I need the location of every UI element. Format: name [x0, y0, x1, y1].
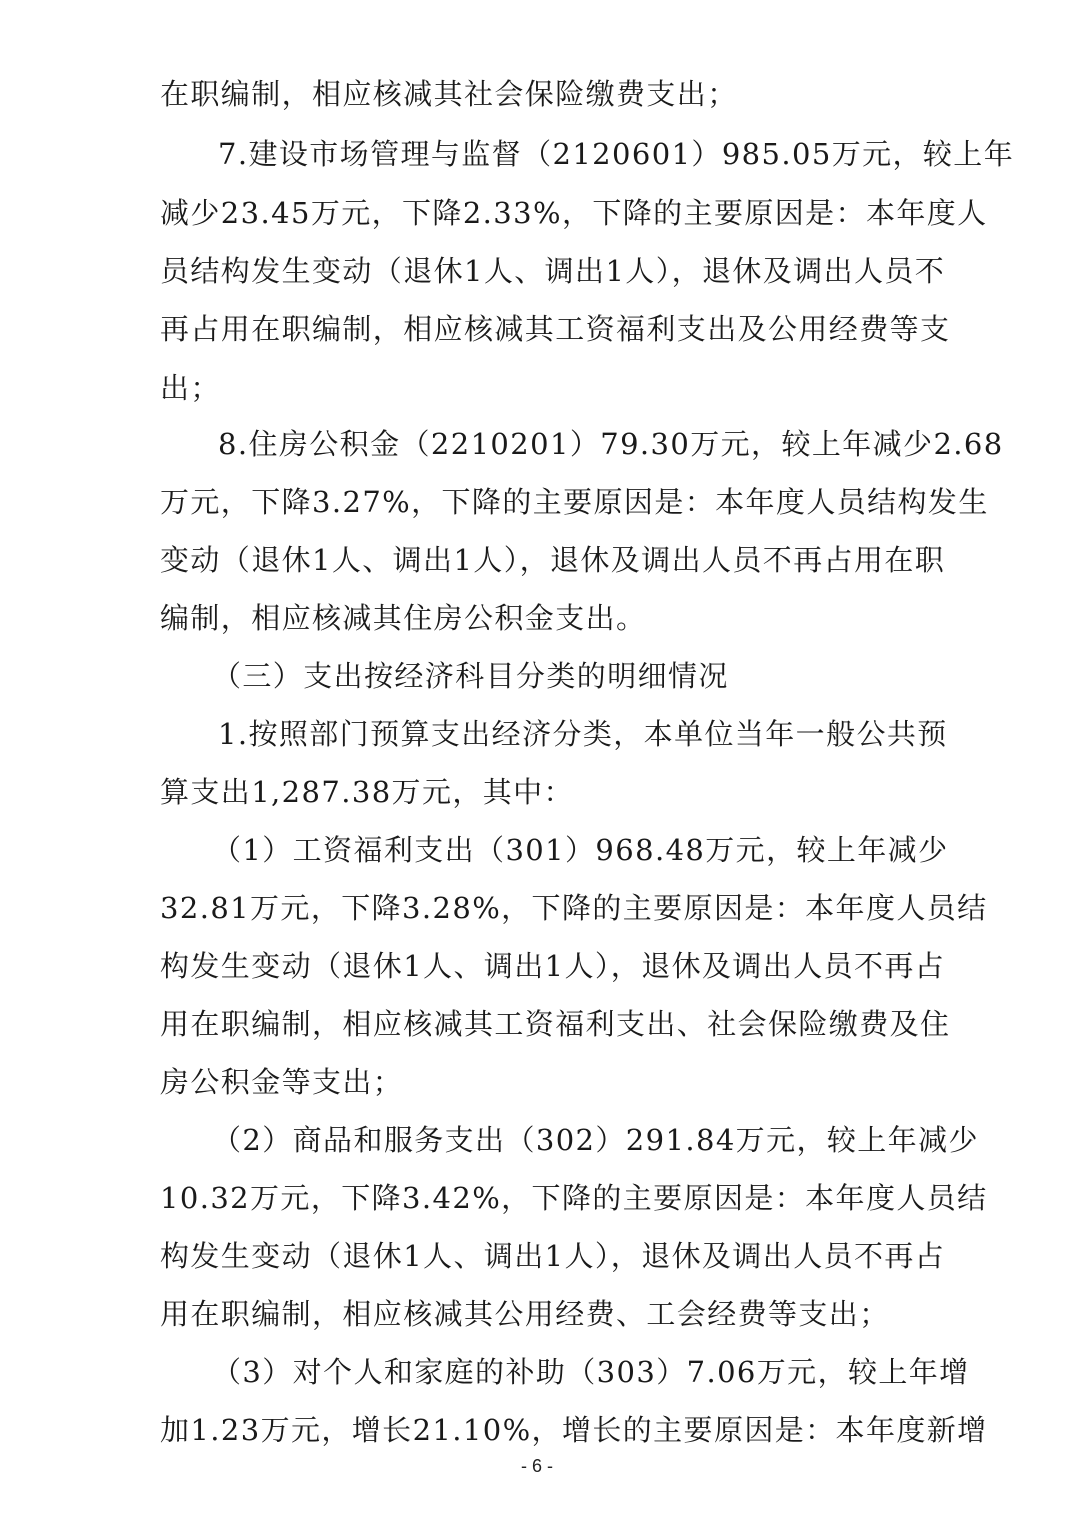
- text-line: 构发生变动（退休1人、调出1人），退休及调出人员不再占: [160, 1239, 946, 1273]
- text-line: 构发生变动（退休1人、调出1人），退休及调出人员不再占: [160, 949, 946, 983]
- item-7-heading: 7.建设市场管理与监督（2120601）985.05万元，较上年: [218, 137, 1015, 171]
- page-number: - 6 -: [520, 1456, 553, 1476]
- text-line: 在职编制，相应核减其社会保险缴费支出；: [160, 77, 738, 111]
- text-line: 10.32万元，下降3.42%，下降的主要原因是：本年度人员结: [160, 1181, 988, 1215]
- item-1-heading: 1.按照部门预算支出经济分类，本单位当年一般公共预: [218, 717, 948, 751]
- item-302-heading: （2）商品和服务支出（302）291.84万元，较上年减少: [212, 1123, 979, 1157]
- text-line: 用在职编制，相应核减其公用经费、工会经费等支出；: [160, 1297, 890, 1331]
- item-8-heading: 8.住房公积金（2210201）79.30万元，较上年减少2.68: [218, 427, 1004, 461]
- item-301-heading: （1）工资福利支出（301）968.48万元，较上年减少: [212, 833, 949, 867]
- item-303-heading: （3）对个人和家庭的补助（303）7.06万元，较上年增: [212, 1355, 970, 1389]
- text-line: 员结构发生变动（退休1人、调出1人），退休及调出人员不: [160, 254, 946, 288]
- text-line: 编制，相应核减其住房公积金支出。: [160, 601, 647, 635]
- text-line: 减少23.45万元，下降2.33%，下降的主要原因是：本年度人: [160, 196, 988, 230]
- text-line: 用在职编制，相应核减其工资福利支出、社会保险缴费及住: [160, 1007, 951, 1041]
- text-line: 房公积金等支出；: [160, 1065, 404, 1099]
- text-line: 变动（退休1人、调出1人），退休及调出人员不再占用在职: [160, 543, 946, 577]
- text-line: 算支出1,287.38万元，其中：: [160, 775, 574, 809]
- text-line: 再占用在职编制，相应核减其工资福利支出及公用经费等支: [160, 312, 951, 346]
- section-heading: （三）支出按经济科目分类的明细情况: [212, 659, 729, 693]
- text-line: 万元，下降3.27%，下降的主要原因是：本年度人员结构发生: [160, 485, 989, 519]
- text-line: 出；: [160, 371, 221, 405]
- text-line: 32.81万元，下降3.28%，下降的主要原因是：本年度人员结: [160, 891, 988, 925]
- text-line: 加1.23万元，增长21.10%，增长的主要原因是：本年度新增: [160, 1413, 988, 1447]
